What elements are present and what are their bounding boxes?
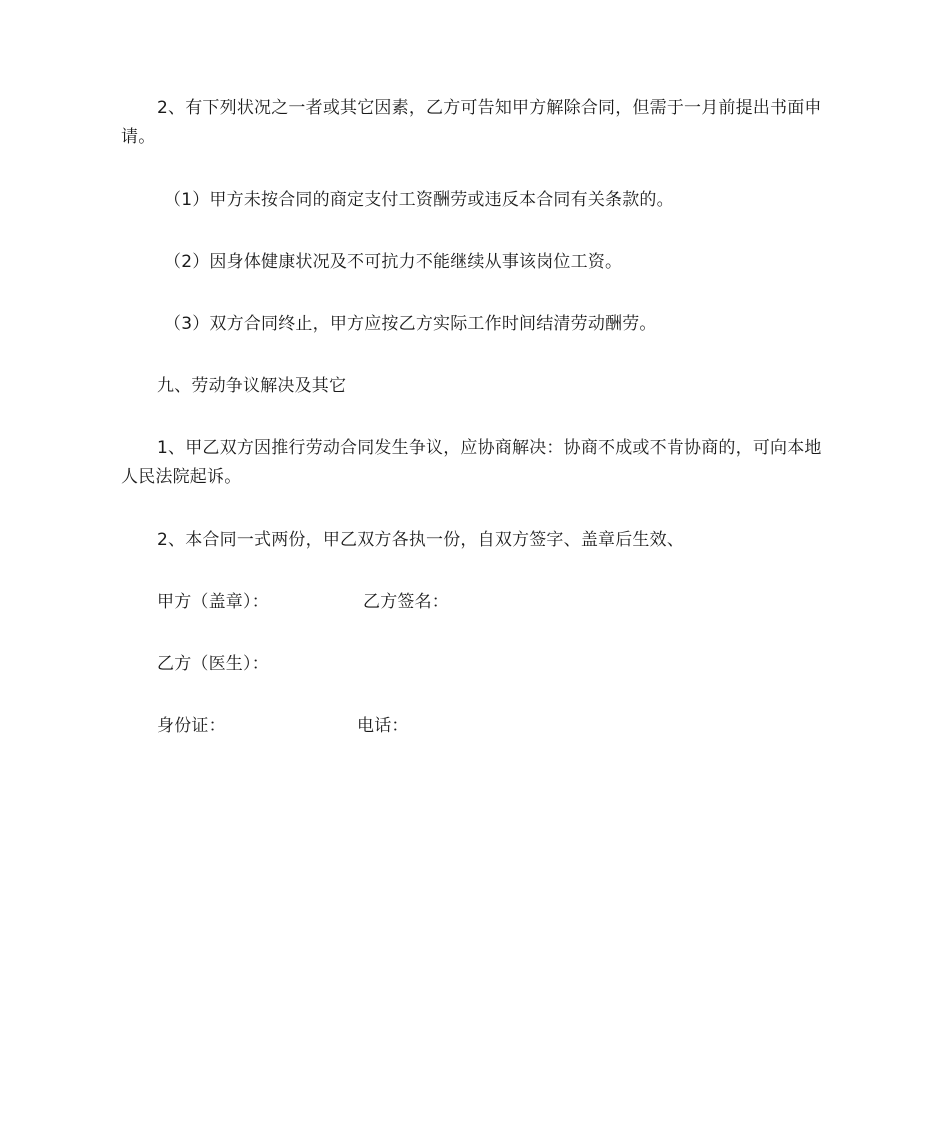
clause-2-copies: 2、本合同一式两份，甲乙双方各执一份，自双方签字、盖章后生效、 [157, 530, 685, 550]
clause-1-dispute: 1、甲乙双方因推行劳动合同发生争议，应协商解决：协商不成或不肯协商的，可向本地人民法院起诉。 [121, 438, 822, 487]
party-b-doctor-label: 乙方（医生）： [157, 654, 269, 674]
signature-row-2 [157, 650, 457, 679]
party-b-sign-label: 乙方签名： [363, 592, 449, 612]
clause-2-termination: 2、有下列状况之一者或其它因素，乙方可告知甲方解除合同，但需于一月前提出书面申请。 [121, 98, 822, 147]
signature-row-3 [157, 712, 557, 741]
party-a-seal-label: 甲方（盖章）： [157, 592, 269, 612]
clause-item-1: （1）甲方未按合同的商定支付工资酬劳或违反本合同有关条款的。 [164, 190, 674, 210]
section-heading-nine: 九、劳动争议解决及其它 [157, 376, 347, 396]
phone-label: 电话： [357, 716, 409, 736]
signature-row-1 [157, 588, 557, 617]
id-card-label: 身份证： [157, 716, 226, 736]
clause-item-3: （3）双方合同终止，甲方应按乙方实际工作时间结清劳动酬劳。 [164, 314, 657, 334]
clause-item-2: （2）因身体健康状况及不可抗力不能继续从事该岗位工资。 [164, 252, 623, 272]
